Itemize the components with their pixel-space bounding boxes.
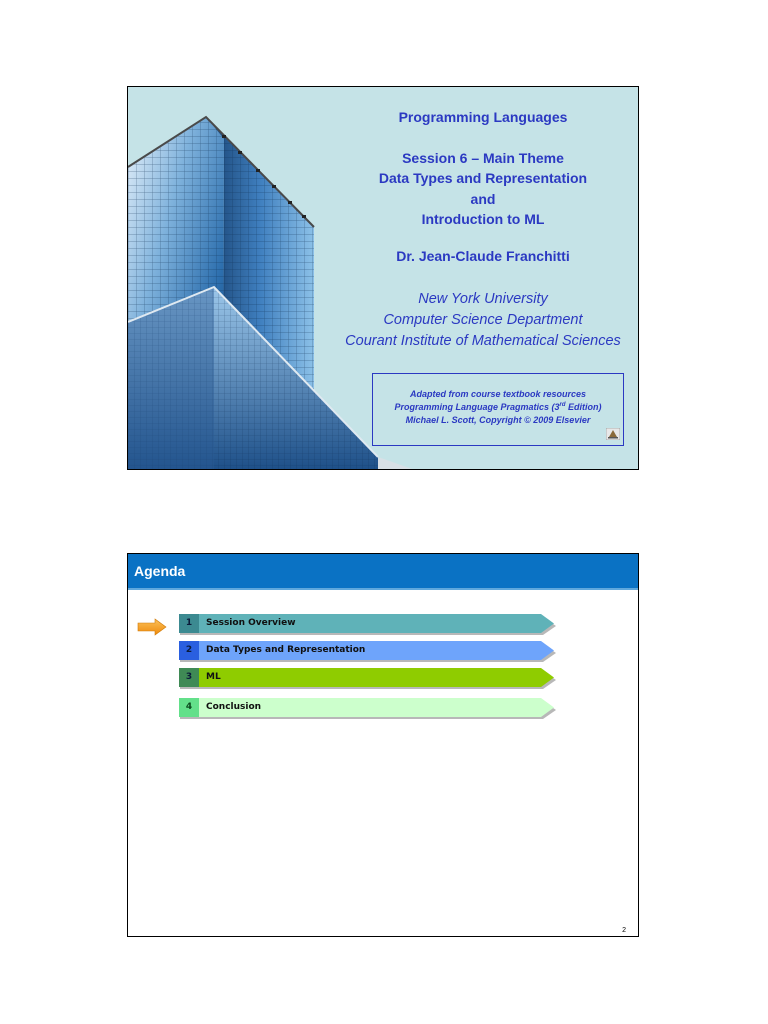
credit-line-3: Michael L. Scott, Copyright © 2009 Elsevier bbox=[405, 415, 591, 425]
theme-line-1: Data Types and Representation bbox=[378, 170, 588, 186]
institute-name: Courant Institute of Mathematical Sciences bbox=[345, 333, 621, 349]
agenda-slide bbox=[127, 553, 639, 937]
agenda-item-number: 4 bbox=[185, 702, 193, 712]
agenda-item[interactable] bbox=[179, 641, 557, 662]
theme-line-3: Introduction to ML bbox=[421, 211, 545, 227]
agenda-item-label: Data Types and Representation bbox=[206, 645, 366, 655]
agenda-item-bar bbox=[179, 668, 557, 689]
theme-line-2: and bbox=[470, 190, 496, 207]
session-title: Session 6 – Main Theme bbox=[402, 149, 564, 166]
affiliation-block bbox=[328, 289, 638, 352]
agenda-item-label: ML bbox=[206, 672, 221, 682]
agenda-item[interactable] bbox=[179, 668, 557, 689]
agenda-item-number: 1 bbox=[185, 618, 193, 628]
department-name: Computer Science Department bbox=[383, 312, 583, 328]
title-slide bbox=[127, 86, 639, 470]
page-number: 2 bbox=[622, 927, 626, 934]
agenda-item-label: Conclusion bbox=[206, 702, 262, 712]
agenda-item[interactable] bbox=[179, 698, 557, 719]
university-name: New York University bbox=[418, 291, 548, 307]
credit-box bbox=[372, 373, 624, 446]
course-title: Programming Languages bbox=[398, 109, 568, 125]
author-name: Dr. Jean-Claude Franchitti bbox=[396, 247, 570, 264]
title-block bbox=[328, 107, 638, 266]
agenda-item[interactable] bbox=[179, 614, 557, 635]
elsevier-logo-icon bbox=[606, 428, 620, 440]
credit-line-2: Programming Language Pragmatics (3rd Edition) bbox=[394, 402, 602, 412]
agenda-item-number: 3 bbox=[185, 672, 193, 682]
current-item-arrow-icon bbox=[137, 618, 167, 636]
agenda-header: Agenda bbox=[128, 554, 638, 588]
credit-line-1: Adapted from course textbook resources bbox=[409, 389, 587, 399]
agenda-item-number: 2 bbox=[185, 645, 193, 655]
agenda-item-label: Session Overview bbox=[206, 618, 296, 628]
